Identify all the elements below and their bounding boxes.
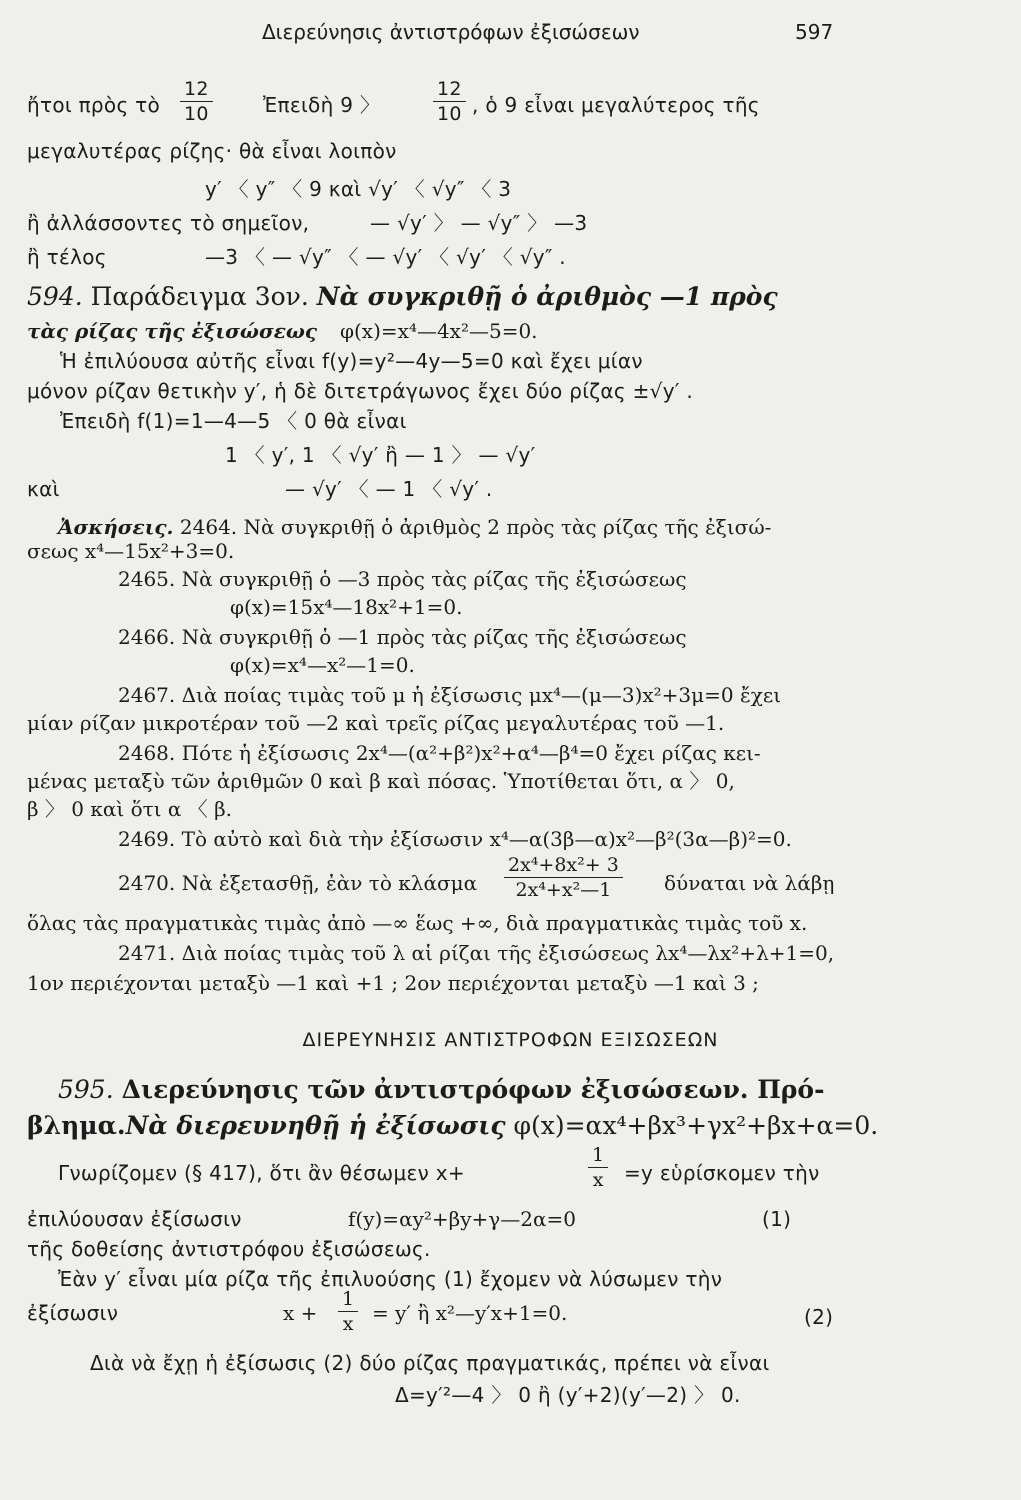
fraction	[338, 1290, 358, 1334]
math-line: — √y′ 〈 — 1 〈 √y′ .	[285, 477, 493, 501]
section-594-heading	[27, 283, 778, 311]
section-heading: ΔΙΕΡΕΥΝΗΣΙΣ ΑΝΤΙΣΤΡΟΦΩΝ ΕΞΙΣΩΣΕΩΝ	[302, 1029, 719, 1051]
running-header-title: Διερεύνησις ἀντιστρόφων ἐξισώσεων	[262, 20, 640, 44]
exercise-2467: 2467. Διὰ ποίας τιμὰς τοῦ μ ἡ ἐξίσωσις μx⁴—(μ—3)x²+3μ=0 ἔχει	[118, 683, 782, 707]
exercise-2468: 2468. Πότε ἡ ἐξίσωσις 2x⁴—(α²+β²)x²+α⁴—β⁴=0 ἔχει ρίζας κει-	[118, 741, 761, 765]
text-line: ὅλας τὰς πραγματικὰς τιμὰς ἀπὸ —∞ ἕως +∞, διὰ πραγματικὰς τιμὰς τοῦ x.	[27, 911, 808, 935]
text-line: καὶ	[27, 477, 60, 501]
exercise-2466: 2466. Νὰ συγκριθῇ ὁ —1 πρὸς τὰς ρίζας τῆς ἐξισώσεως	[118, 625, 687, 649]
fraction-numerator: 12	[180, 80, 213, 102]
text-line: ἐξίσωσιν	[27, 1301, 119, 1325]
math-line: Δ=y′²—4 〉 0 ἢ (y′+2)(y′—2) 〉 0.	[395, 1383, 741, 1407]
text-line: τὰς ρίζας τῆς ἐξισώσεως	[27, 319, 318, 343]
exercise-2471: 2471. Διὰ ποίας τιμὰς τοῦ λ αἱ ρίζαι τῆς ἐξισώσεως λx⁴—λx²+λ+1=0,	[118, 941, 835, 965]
math-line: —3 〈 — √y″ 〈 — √y′ 〈 √y′ 〈 √y″ .	[205, 245, 566, 269]
math-line: 1 〈 y′, 1 〈 √y′ ἢ — 1 〉 — √y′	[225, 443, 536, 467]
math-line: y′ 〈 y″ 〈 9 καὶ √y′ 〈 √y″ 〈 3	[205, 177, 512, 201]
math-line: φ(x)=x⁴—4x²—5=0.	[340, 319, 538, 343]
text-line: 1ον περιέχονται μεταξὺ —1 καὶ +1 ; 2ον περιέχονται μεταξὺ —1 καὶ 3 ;	[27, 971, 759, 995]
exercises-label: Ἀσκήσεις.	[58, 515, 174, 539]
text-line: Ἡ ἐπιλύουσα αὐτῆς εἶναι f(y)=y²—4y—5=0 καὶ ἔχει μίαν	[60, 349, 643, 373]
text-line: μίαν ρίζαν μικροτέραν τοῦ —2 καὶ τρεῖς ρίζας μεγαλυτέρας τοῦ —1.	[27, 711, 725, 735]
text-line: Ἐὰν y′ εἶναι μία ρίζα τῆς ἐπιλυούσης (1) ἔχομεν νὰ λύσωμεν τὴν	[58, 1267, 723, 1291]
fraction-denominator: x	[592, 1169, 604, 1191]
math-line: = y′ ἢ x²—y′x+1=0.	[372, 1301, 568, 1325]
fraction-numerator: 12	[433, 80, 466, 102]
section-595-heading	[58, 1076, 824, 1104]
exercise-2464	[58, 516, 771, 538]
text-line: μένας μεταξὺ τῶν ἀριθμῶν 0 καὶ β καὶ πόσας. Ὑποτίθεται ὅτι, α 〉 0,	[27, 769, 735, 793]
text-line: Διὰ νὰ ἔχῃ ἡ ἐξίσωσις (2) δύο ρίζας πραγματικάς, πρέπει νὰ εἶναι	[90, 1351, 770, 1375]
text-line: τῆς δοθείσης ἀντιστρόφου ἐξισώσεως.	[27, 1237, 431, 1261]
text-line: δύναται νὰ λάβῃ	[664, 871, 835, 895]
text-line: ἢ τέλος	[27, 245, 107, 269]
fraction-denominator: 2x⁴+x²—1	[515, 879, 612, 901]
math-line: φ(x)=15x⁴—18x²+1=0.	[230, 595, 463, 619]
text-line: ἢ ἀλλάσσοντες τὸ σημεῖον,	[27, 211, 310, 235]
section-title: Διερεύνησις τῶν ἀντιστρόφων ἐξισώσεων. Πρό-	[121, 1075, 825, 1104]
math-line: f(y)=αy²+βy+γ—2α=0	[348, 1207, 576, 1231]
math-line: — √y′ 〉 — √y″ 〉 —3	[370, 211, 588, 235]
fraction	[180, 80, 213, 124]
text-line: ἤτοι πρὸς τὸ	[27, 93, 161, 117]
text-line: ἐπιλύουσαν ἐξίσωσιν	[27, 1207, 242, 1231]
text-line: Ἐπειδὴ f(1)=1—4—5 〈 0 θὰ εἶναι	[60, 409, 407, 433]
fraction-denominator: 10	[437, 103, 462, 125]
exercise-2469: 2469. Τὸ αὐτὸ καὶ διὰ τὴν ἐξίσωσιν x⁴—α(3β—α)x²—β²(3α—β)²=0.	[118, 827, 792, 851]
fraction-numerator: 2x⁴+8x²+ 3	[504, 856, 623, 878]
page-number: 597	[795, 20, 834, 44]
fraction-denominator: x	[342, 1313, 354, 1335]
text-line: Ἐπειδὴ 9 〉	[263, 93, 381, 117]
text-line: μεγαλυτέρας ρίζης· θὰ εἶναι λοιπὸν	[27, 139, 397, 163]
problem-statement: Νὰ διερευνηθῇ ἡ ἐξίσωσις	[125, 1111, 506, 1140]
text-line: σεως x⁴—15x²+3=0.	[27, 539, 235, 563]
text-line: , ὁ 9 εἶναι μεγαλύτερος τῆς	[472, 93, 760, 117]
section-number: 595.	[58, 1075, 114, 1104]
equation: φ(x)=αx⁴+βx³+γx²+βx+α=0.	[513, 1111, 879, 1140]
math-line: φ(x)=x⁴—x²—1=0.	[230, 653, 415, 677]
fraction-numerator: 1	[588, 1146, 608, 1168]
fraction	[433, 80, 466, 124]
equation-number: (1)	[762, 1207, 792, 1231]
fraction-denominator: 10	[184, 103, 209, 125]
problem-statement: Νὰ συγκριθῇ ὁ ἀριθμὸς —1 πρὸς	[316, 282, 778, 311]
fraction	[504, 856, 623, 900]
exercise-text: 2464. Νὰ συγκριθῇ ὁ ἀριθμὸς 2 πρὸς τὰς ρίζας τῆς ἐξισώ-	[179, 515, 772, 539]
problem-line	[27, 1112, 878, 1140]
text-line: Γνωρίζομεν (§ 417), ὅτι ἂν θέσωμεν x+	[58, 1161, 465, 1185]
fraction-numerator: 1	[338, 1290, 358, 1312]
exercise-2465: 2465. Νὰ συγκριθῇ ὁ —3 πρὸς τὰς ρίζας τῆς ἐξισώσεως	[118, 567, 687, 591]
problem-label: βλημα.	[27, 1111, 126, 1140]
text-line: μόνον ρίζαν θετικὴν y′, ἡ δὲ διτετράγωνος ἔχει δύο ρίζας ±√y′ .	[27, 379, 694, 403]
section-number: 594.	[27, 282, 83, 311]
math-line: x +	[283, 1301, 318, 1325]
fraction	[588, 1146, 608, 1190]
exercise-2470: 2470. Νὰ ἐξετασθῇ, ἐὰν τὸ κλάσμα	[118, 871, 478, 895]
text-line: β 〉 0 καὶ ὅτι α 〈 β.	[27, 797, 233, 821]
text-line: =y εὑρίσκομεν τὴν	[624, 1161, 820, 1185]
equation-number: (2)	[804, 1305, 834, 1329]
section-title: Παράδειγμα 3ον.	[90, 282, 309, 311]
